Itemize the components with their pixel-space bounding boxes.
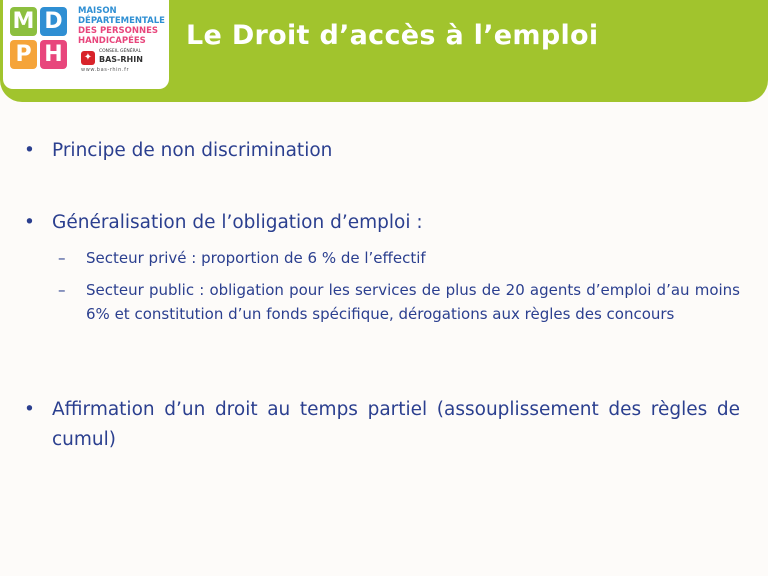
- bullet-text: Généralisation de l’obligation d’emploi :: [52, 212, 423, 233]
- sub-text: Secteur public : obligation pour les services de plus de 20 agents d’emploi d’au moins 6% et constitution d’un fonds spécifique, dérogations aux règles des concours: [86, 281, 740, 323]
- cg-small-label: CONSEIL GÉNÉRAL: [99, 49, 142, 54]
- sub-dash: –: [58, 281, 66, 299]
- bullet-text: Affirmation d’un droit au temps partiel (assouplissement des règles de cumul): [52, 399, 740, 450]
- logo-org-line: MAISON: [78, 6, 117, 16]
- bullet-item: [24, 395, 740, 455]
- conseil-general-icon: ✦: [81, 51, 95, 65]
- logo-org-name: [78, 6, 168, 46]
- bullet-text: Principe de non discrimination: [52, 140, 333, 161]
- logo-org-line: HANDICAPÉES: [78, 36, 146, 46]
- sub-dash: –: [58, 249, 66, 267]
- logo-tile-m: M: [10, 7, 37, 36]
- logo-org-line: DES PERSONNES: [78, 26, 159, 36]
- sub-text: Secteur privé : proportion de 6 % de l’effectif: [86, 249, 426, 267]
- sub-item: [58, 246, 740, 270]
- sub-item: [58, 278, 740, 326]
- logo-small-url: www.bas-rhin.fr: [81, 67, 130, 73]
- slide-title: Le Droit d’accès à l’emploi: [186, 20, 599, 51]
- bullet-item: [24, 136, 740, 166]
- logo-tile-p: P: [10, 40, 37, 69]
- mdph-logo: [3, 0, 169, 89]
- cg-name: BAS-RHIN: [99, 55, 143, 64]
- bullet-dot: •: [24, 140, 35, 161]
- logo-tile-h: H: [40, 40, 67, 69]
- logo-org-line: DÉPARTEMENTALE: [78, 16, 165, 26]
- bullet-dot: •: [24, 399, 35, 420]
- logo-tile-d: D: [40, 7, 67, 36]
- bullet-item: [24, 208, 740, 238]
- bullet-dot: •: [24, 212, 35, 233]
